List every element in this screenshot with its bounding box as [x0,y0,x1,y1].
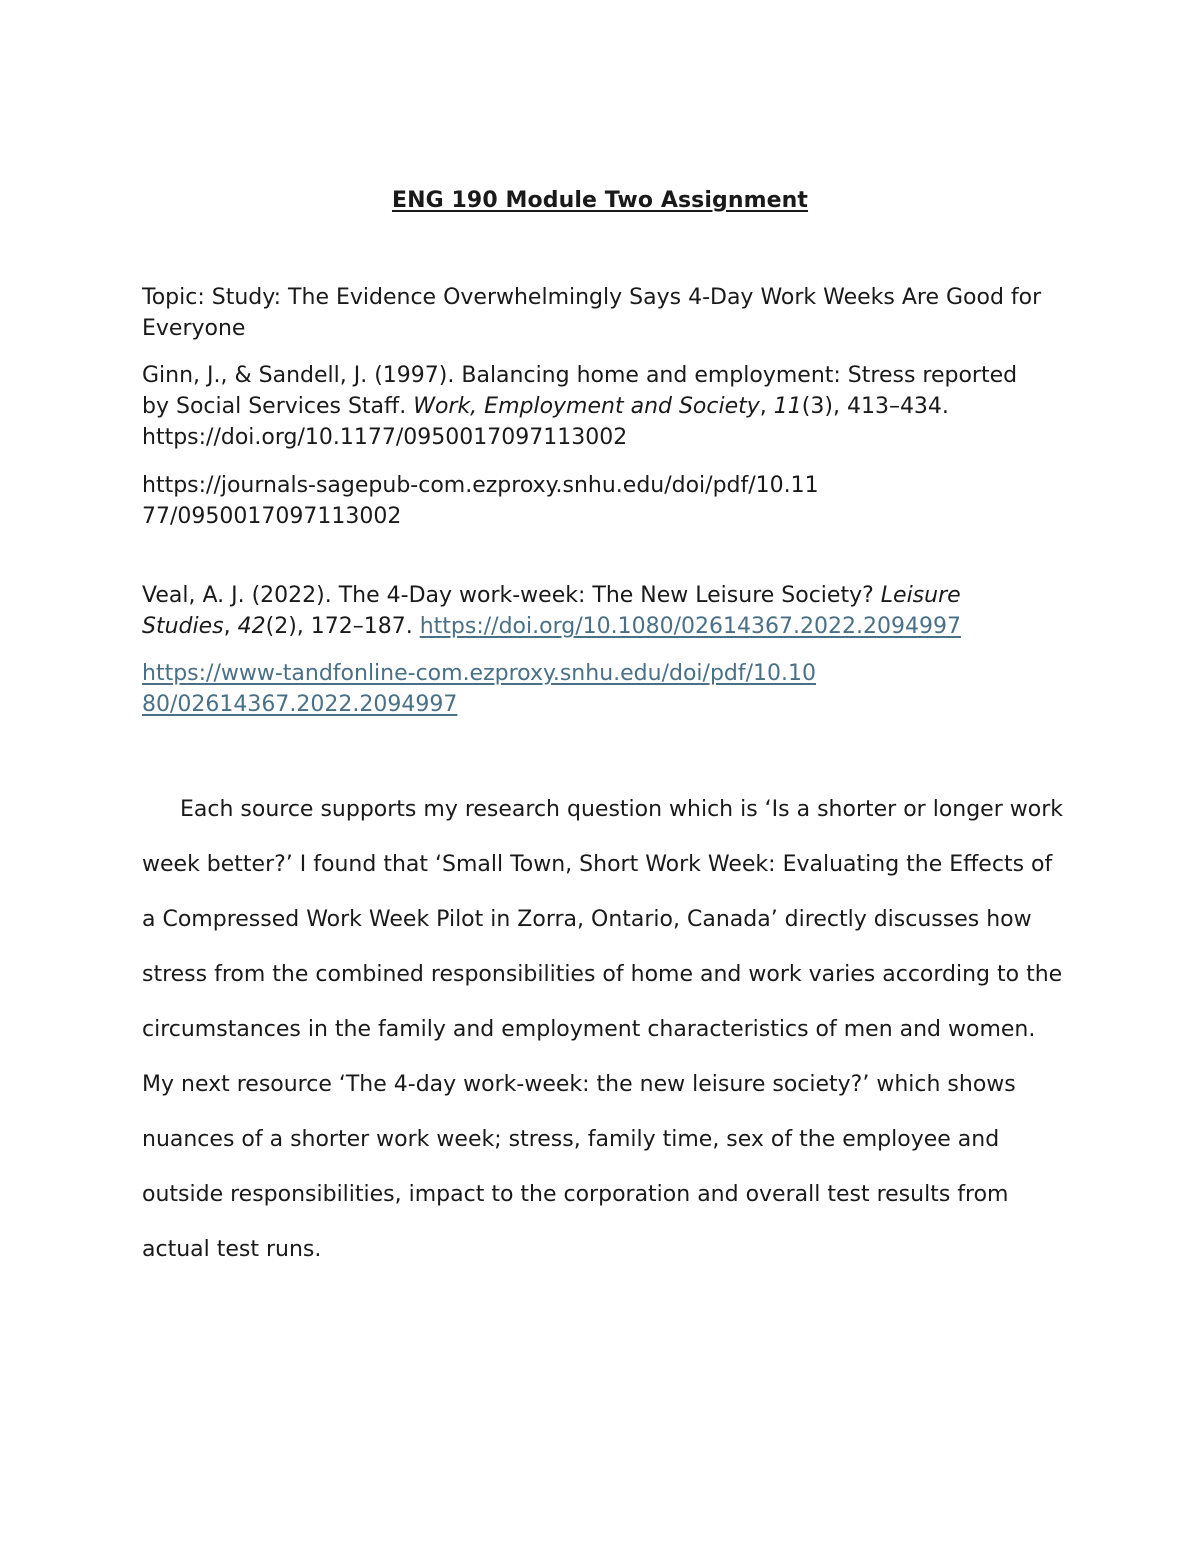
body-paragraph: Each source supports my research question which is ‘Is a shorter or longer work week better?’ I found that ‘Small Town, Short Work Week: Evaluating the Effects of a Compressed Work Week Pilot in Zorra, Ontario, Canada’ directly discusses how stress from the combined responsibilities of home and work varies according to the circumstances in the family and employment characteristics of men and women. My next resource ‘The 4-day work-week: the new leisure society?’ which shows nuances of a shorter work week; stress, family time, sex of the employee and outside responsibilities, impact to the corporation and overall test results from actual test runs. [142,797,1063,1262]
citation-issue-pages: (3), 413–434. https://doi.org/10.1177/0950017097113002 [142,394,949,450]
url-tandfonline-link[interactable]: https://www-tandfonline-com.ezproxy.snhu.edu/doi/pdf/10.1080/02614367.2022.2094997 [142,661,817,717]
citation-text: Veal, A. J. (2022). The 4-Day work-week: The New Leisure Society? [142,583,881,608]
citation-veal [142,580,1042,642]
citation-journal: Leisure Studies [142,583,961,639]
topic-line: Topic: Study: The Evidence Overwhelmingly Says 4-Day Work Weeks Are Good for Everyone [142,285,1042,341]
document-title: ENG 190 Module Two Assignment [391,188,809,213]
citation-ginn-sandell [142,360,1042,453]
url-sagepub: https://journals-sagepub-com.ezproxy.snhu.edu/doi/pdf/10.1177/0950017097113002 [142,473,819,529]
citation-issue-pages: (2), 172–187. [265,614,420,639]
citation-text: Ginn, J., & Sandell, J. (1997). Balancing home and employment: Stress reported by Social Services Staff. [142,363,1018,419]
citation-separator: , [759,394,774,419]
doi-link-veal[interactable]: https://doi.org/10.1080/02614367.2022.2094997 [419,614,961,639]
citation-journal: Work, Employment and Society [413,394,760,419]
citation-volume: 11 [773,394,802,419]
url-tandfonline-wrapper [142,658,822,720]
citation-separator: , [223,614,238,639]
citation-volume: 42 [237,614,266,639]
